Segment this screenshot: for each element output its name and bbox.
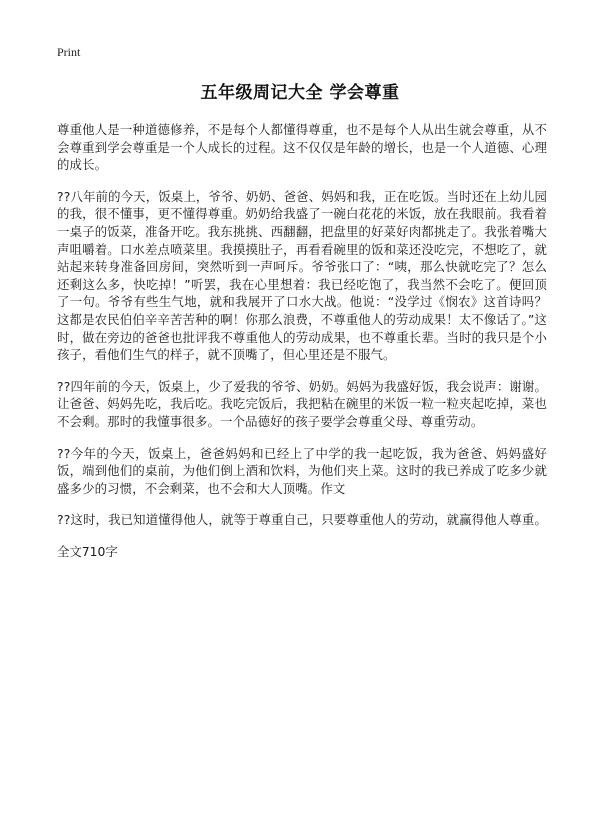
- intro-paragraph: 尊重他人是一种道德修养，不是每个人都懂得尊重，也不是每个人从出生就会尊重，从不会尊重到学会尊重是一个人成长的过程。这不仅仅是年龄的增长，也是一个人道德、心理的成长。: [57, 122, 547, 173]
- eight-years-ago-paragraph: ??八年前的今天，饭桌上，爷爷、奶奶、爸爸、妈妈和我，正在吃饭。当时还在上幼儿园的我，很不懂事，更不懂得尊重。奶奶给我盛了一碗白花花的米饭，放在我眼前。我看着一桌子的饭菜，准备开吃。我东挑挑、西翻翻，把盘里的好菜好肉都挑走了。我张着嘴大声咀嚼着。口水差点喷菜里。我摸摸肚子，再看看碗里的饭和菜还没吃完，不想吃了，就站起来转身准备回房间，突然听到一声呵斥。爷爷张口了：“咦，那么快就吃完了？怎么还剩这么多，快吃掉！”听罢，我在心里想着：我已经吃饱了，我当然不会吃了。便回顶了一句。爷爷有些生气地，就和我展开了口水大战。他说：“没学过《悯农》这首诗吗？这都是农民伯伯辛辛苦苦种的啊！你那么浪费，不尊重他人的劳动成果！太不像话了。”这时，做在旁边的爸爸也批评我不尊重他人的劳动成果，也不尊重长辈。当时的我只是个小孩子，看他们生气的样子，就不顶嘴了，但心里还是不服气。: [57, 188, 547, 363]
- conclusion-paragraph: ??这时，我已知道懂得他人，就等于尊重自己，只要尊重他人的劳动，就赢得他人尊重。: [57, 512, 547, 528]
- four-years-ago-paragraph: ??四年前的今天，饭桌上，少了爱我的爷爷、奶奶。妈妈为我盛好饭，我会说声：谢谢。让爸爸、妈妈先吃，我后吃。我吃完饭后，我把粘在碗里的米饭一粒一粒夹起吃掉，菜也不会剩。那时的我懂事很多。一个品德好的孩子要学会尊重父母、尊重劳动。: [57, 378, 547, 429]
- word-count: 全文710字: [57, 543, 118, 559]
- article-body: [57, 121, 547, 560]
- document-title: 五年级周记大全 学会尊重: [200, 83, 400, 103]
- this-year-paragraph: ??今年的今天，饭桌上，爸爸妈妈和已经上了中学的我一起吃饭，我为爸爸、妈妈盛好饭，端到他们的桌前，为他们倒上酒和饮料，为他们夹上菜。这时的我已养成了吃多少就盛多少的习惯，不会剩菜，也不会和大人顶嘴。作文: [57, 445, 547, 496]
- print-link[interactable]: Print: [57, 45, 81, 59]
